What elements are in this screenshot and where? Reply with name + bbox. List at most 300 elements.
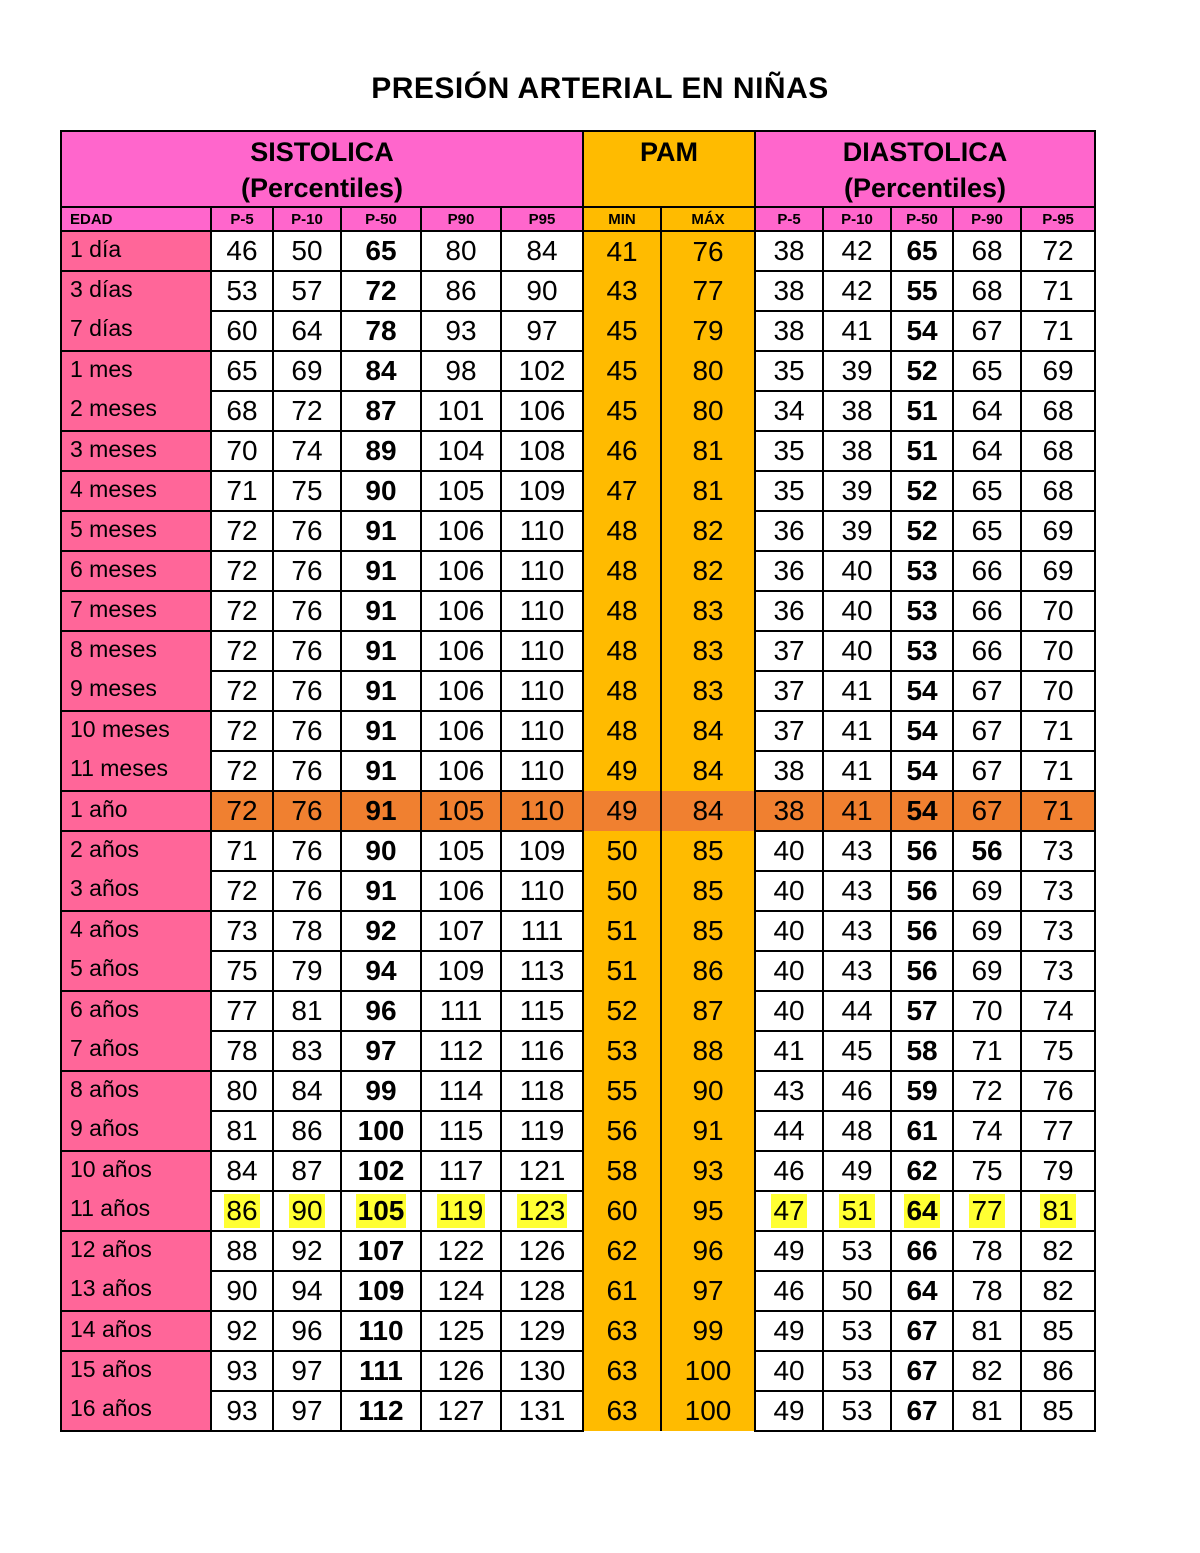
sys-value: 110 bbox=[519, 515, 565, 546]
sys-value: 87 bbox=[365, 395, 397, 426]
sys-value-cell bbox=[211, 1391, 273, 1431]
dia-value-cell bbox=[1021, 1351, 1095, 1391]
dia-value-cell bbox=[823, 311, 891, 351]
pam-value-cell bbox=[661, 711, 755, 751]
pam-value-cell bbox=[583, 1271, 661, 1311]
dia-value: 67 bbox=[971, 315, 1003, 346]
table-row bbox=[61, 551, 1095, 591]
dia-value: 49 bbox=[773, 1395, 805, 1426]
edad-cell: 3 años bbox=[61, 871, 211, 911]
dia-value-cell bbox=[823, 911, 891, 951]
sys-value-cell bbox=[273, 1151, 341, 1191]
dia-value: 38 bbox=[773, 795, 805, 826]
sys-value: 65 bbox=[365, 235, 397, 266]
dia-value-cell bbox=[1021, 791, 1095, 831]
dia-value: 68 bbox=[1042, 435, 1074, 466]
pam-value-cell bbox=[661, 1311, 755, 1351]
dia-value: 64 bbox=[906, 1275, 938, 1306]
dia-value: 67 bbox=[906, 1355, 938, 1386]
pam-value: 79 bbox=[692, 315, 724, 346]
dia-value-cell bbox=[1021, 431, 1095, 471]
sys-value: 105 bbox=[437, 475, 485, 506]
sys-value-cell bbox=[341, 511, 421, 551]
sys-value: 127 bbox=[437, 1395, 485, 1426]
sys-value-cell bbox=[421, 1231, 501, 1271]
sys-value-cell bbox=[273, 1391, 341, 1431]
sys-value-cell bbox=[341, 751, 421, 791]
sys-value-cell bbox=[421, 311, 501, 351]
sys-value: 126 bbox=[518, 1235, 566, 1266]
sys-value: 65 bbox=[226, 355, 258, 386]
dia-value-cell bbox=[953, 1151, 1021, 1191]
sys-value-cell bbox=[273, 591, 341, 631]
sys-value: 84 bbox=[291, 1075, 323, 1106]
sys-value-cell bbox=[341, 231, 421, 271]
dia-value: 54 bbox=[906, 675, 938, 706]
dia-value: 38 bbox=[841, 395, 873, 426]
sys-value-cell bbox=[421, 1391, 501, 1431]
dia-value: 43 bbox=[841, 955, 873, 986]
dia-value-cell bbox=[823, 831, 891, 871]
pam-value: 97 bbox=[692, 1275, 724, 1306]
sys-value-cell bbox=[211, 511, 273, 551]
dia-value-cell bbox=[755, 351, 823, 391]
sys-value-cell bbox=[421, 431, 501, 471]
dia-value: 86 bbox=[1042, 1355, 1074, 1386]
dia-value-cell bbox=[1021, 1311, 1095, 1351]
dia-value: 52 bbox=[906, 475, 938, 506]
dia-value-cell bbox=[823, 631, 891, 671]
sys-value: 76 bbox=[291, 715, 323, 746]
sys-value-cell bbox=[421, 471, 501, 511]
sys-value: 91 bbox=[365, 675, 397, 706]
dia-value-cell bbox=[755, 591, 823, 631]
dia-value-cell bbox=[1021, 1151, 1095, 1191]
sys-value-cell bbox=[273, 511, 341, 551]
dia-value: 53 bbox=[841, 1395, 873, 1426]
dia-value: 40 bbox=[773, 955, 805, 986]
dia-value-cell bbox=[823, 511, 891, 551]
sys-value: 72 bbox=[365, 275, 397, 306]
sys-value-cell bbox=[341, 351, 421, 391]
sys-value-cell bbox=[211, 671, 273, 711]
sys-value-cell bbox=[273, 551, 341, 591]
dia-value: 70 bbox=[1042, 635, 1074, 666]
dia-value: 56 bbox=[906, 835, 938, 866]
pam-value-cell bbox=[661, 911, 755, 951]
sys-value-cell bbox=[341, 1151, 421, 1191]
dia-value-cell bbox=[953, 871, 1021, 911]
dia-value-cell bbox=[891, 1191, 953, 1231]
dia-value-cell bbox=[823, 591, 891, 631]
dia-value: 52 bbox=[906, 355, 938, 386]
pam-value-cell bbox=[583, 911, 661, 951]
dia-value: 68 bbox=[971, 235, 1003, 266]
dia-value-cell bbox=[891, 1311, 953, 1351]
pam-value-cell bbox=[583, 951, 661, 991]
dia-value: 65 bbox=[906, 235, 938, 266]
sys-value-cell bbox=[211, 991, 273, 1031]
pam-value-cell bbox=[661, 1351, 755, 1391]
dia-value-cell bbox=[953, 271, 1021, 311]
dia-value-cell bbox=[1021, 631, 1095, 671]
sys-value: 72 bbox=[226, 755, 258, 786]
sys-value-cell bbox=[421, 631, 501, 671]
sys-value-cell bbox=[341, 1391, 421, 1431]
edad-cell: 10 años bbox=[61, 1151, 211, 1191]
edad-cell: 15 años bbox=[61, 1351, 211, 1391]
edad-cell: 4 meses bbox=[61, 471, 211, 511]
dia-value-cell bbox=[1021, 551, 1095, 591]
dia-value-cell bbox=[755, 1231, 823, 1271]
sys-value-cell bbox=[341, 1111, 421, 1151]
sys-value-cell bbox=[273, 391, 341, 431]
dia-value: 39 bbox=[841, 355, 873, 386]
sys-value: 115 bbox=[519, 995, 565, 1026]
sys-value: 112 bbox=[358, 1395, 404, 1426]
sys-value-cell bbox=[421, 791, 501, 831]
dia-value-cell bbox=[755, 1311, 823, 1351]
dia-value-cell bbox=[823, 711, 891, 751]
sys-value: 97 bbox=[365, 1035, 397, 1066]
sys-value: 73 bbox=[226, 915, 258, 946]
dia-value-cell bbox=[755, 1031, 823, 1071]
pam-value-cell bbox=[583, 831, 661, 871]
sys-value: 106 bbox=[437, 755, 485, 786]
sys-value: 115 bbox=[438, 1115, 484, 1146]
dia-value: 40 bbox=[841, 555, 873, 586]
pam-value-cell bbox=[583, 1231, 661, 1271]
pam-value: 53 bbox=[606, 1035, 638, 1066]
sys-value: 125 bbox=[437, 1315, 485, 1346]
table-row bbox=[61, 751, 1095, 791]
dia-value-cell bbox=[823, 1271, 891, 1311]
dia-value-cell bbox=[755, 671, 823, 711]
sys-value-cell bbox=[211, 1351, 273, 1391]
dia-value: 53 bbox=[841, 1355, 873, 1386]
sys-value-cell bbox=[341, 1351, 421, 1391]
dia-column-header: P-50 bbox=[891, 207, 953, 231]
dia-value: 45 bbox=[841, 1035, 873, 1066]
sys-value: 98 bbox=[445, 355, 477, 386]
sys-value: 114 bbox=[438, 1075, 484, 1106]
dia-value: 41 bbox=[841, 315, 873, 346]
dia-value: 39 bbox=[841, 515, 873, 546]
dia-value: 64 bbox=[906, 1195, 938, 1226]
dia-value-cell bbox=[953, 591, 1021, 631]
dia-value-cell bbox=[1021, 991, 1095, 1031]
dia-value: 81 bbox=[1042, 1195, 1074, 1226]
sys-value: 72 bbox=[226, 795, 258, 826]
sys-value-cell bbox=[501, 471, 583, 511]
edad-cell: 2 meses bbox=[61, 391, 211, 431]
pam-value: 46 bbox=[606, 435, 638, 466]
sys-value-cell bbox=[273, 991, 341, 1031]
dia-value: 47 bbox=[773, 1195, 805, 1226]
dia-value: 40 bbox=[773, 995, 805, 1026]
sys-value-cell bbox=[273, 231, 341, 271]
pam-value-cell bbox=[583, 1071, 661, 1111]
sys-value-cell bbox=[273, 1311, 341, 1351]
sys-value: 78 bbox=[365, 315, 397, 346]
sys-value-cell bbox=[211, 591, 273, 631]
table-row bbox=[61, 1231, 1095, 1271]
dia-value: 73 bbox=[1042, 835, 1074, 866]
pam-value: 63 bbox=[606, 1395, 638, 1426]
dia-value: 40 bbox=[773, 835, 805, 866]
dia-value-cell bbox=[755, 431, 823, 471]
dia-value: 68 bbox=[971, 275, 1003, 306]
sys-value: 107 bbox=[357, 1235, 405, 1266]
pam-value-cell bbox=[661, 511, 755, 551]
sys-value-cell bbox=[273, 791, 341, 831]
dia-value-cell bbox=[1021, 591, 1095, 631]
pam-value: 100 bbox=[684, 1355, 732, 1386]
dia-value: 40 bbox=[773, 1355, 805, 1386]
sys-value-cell bbox=[211, 751, 273, 791]
sys-value: 96 bbox=[291, 1315, 323, 1346]
dia-value-cell bbox=[823, 991, 891, 1031]
pam-value: 96 bbox=[692, 1235, 724, 1266]
sys-value: 72 bbox=[226, 675, 258, 706]
dia-value: 53 bbox=[841, 1315, 873, 1346]
dia-value: 77 bbox=[971, 1195, 1003, 1226]
pam-value-cell bbox=[661, 431, 755, 471]
dia-value-cell bbox=[953, 711, 1021, 751]
dia-value: 67 bbox=[971, 755, 1003, 786]
sys-value: 81 bbox=[291, 995, 323, 1026]
sys-value-cell bbox=[421, 231, 501, 271]
sys-value-cell bbox=[273, 1191, 341, 1231]
dia-value-cell bbox=[953, 471, 1021, 511]
dia-value: 38 bbox=[773, 315, 805, 346]
dia-value: 51 bbox=[841, 1195, 873, 1226]
dia-value: 43 bbox=[773, 1075, 805, 1106]
sys-value: 76 bbox=[291, 595, 323, 626]
sys-value: 131 bbox=[518, 1395, 566, 1426]
sys-value: 70 bbox=[226, 435, 258, 466]
dia-value: 71 bbox=[1042, 795, 1074, 826]
dia-value-cell bbox=[1021, 711, 1095, 751]
sys-value-cell bbox=[341, 911, 421, 951]
sistolica-header bbox=[61, 131, 583, 207]
sys-value: 112 bbox=[438, 1035, 484, 1066]
pam-value-cell bbox=[583, 271, 661, 311]
dia-value-cell bbox=[755, 791, 823, 831]
sys-value: 116 bbox=[519, 1035, 565, 1066]
table-row bbox=[61, 391, 1095, 431]
sys-value: 93 bbox=[226, 1395, 258, 1426]
pam-value: 82 bbox=[692, 515, 724, 546]
dia-value-cell bbox=[953, 391, 1021, 431]
sys-value-cell bbox=[273, 1071, 341, 1111]
dia-value: 41 bbox=[841, 675, 873, 706]
pam-value-cell bbox=[661, 671, 755, 711]
pam-value-cell bbox=[583, 631, 661, 671]
pam-value: 49 bbox=[606, 755, 638, 786]
pam-value-cell bbox=[583, 471, 661, 511]
dia-value-cell bbox=[755, 991, 823, 1031]
dia-value: 69 bbox=[1042, 515, 1074, 546]
sys-value: 110 bbox=[358, 1315, 404, 1346]
sys-value-cell bbox=[273, 1031, 341, 1071]
dia-value: 49 bbox=[841, 1155, 873, 1186]
sys-value-cell bbox=[341, 311, 421, 351]
sys-value: 64 bbox=[291, 315, 323, 346]
pam-value: 81 bbox=[692, 435, 724, 466]
dia-value: 36 bbox=[773, 595, 805, 626]
pam-value-cell bbox=[583, 591, 661, 631]
dia-value: 67 bbox=[971, 675, 1003, 706]
dia-value: 65 bbox=[971, 475, 1003, 506]
sys-value: 106 bbox=[437, 715, 485, 746]
sys-value: 90 bbox=[365, 475, 397, 506]
pam-value: 84 bbox=[692, 795, 724, 826]
dia-column-header: P-10 bbox=[823, 207, 891, 231]
sys-value: 77 bbox=[226, 995, 258, 1026]
pam-value: 50 bbox=[606, 835, 638, 866]
pam-value-cell bbox=[583, 1311, 661, 1351]
sys-column-header: P95 bbox=[501, 207, 583, 231]
dia-value: 71 bbox=[1042, 315, 1074, 346]
sys-value: 80 bbox=[226, 1075, 258, 1106]
dia-value: 49 bbox=[773, 1315, 805, 1346]
dia-value-cell bbox=[891, 791, 953, 831]
sys-value: 110 bbox=[519, 755, 565, 786]
dia-value: 81 bbox=[971, 1395, 1003, 1426]
pam-value-cell bbox=[583, 351, 661, 391]
dia-value-cell bbox=[823, 1031, 891, 1071]
dia-column-header: P-5 bbox=[755, 207, 823, 231]
dia-value-cell bbox=[953, 1311, 1021, 1351]
sys-value: 108 bbox=[518, 435, 566, 466]
dia-value: 56 bbox=[906, 955, 938, 986]
sistolica-subtitle: (Percentiles) bbox=[240, 173, 404, 203]
sys-value-cell bbox=[501, 1191, 583, 1231]
pam-value-cell bbox=[583, 991, 661, 1031]
dia-value-cell bbox=[1021, 1231, 1095, 1271]
pam-value: 85 bbox=[692, 875, 724, 906]
dia-value-cell bbox=[1021, 951, 1095, 991]
pam-value-cell bbox=[583, 431, 661, 471]
pam-value-cell bbox=[583, 791, 661, 831]
dia-value-cell bbox=[755, 231, 823, 271]
dia-value-cell bbox=[891, 991, 953, 1031]
dia-value-cell bbox=[1021, 1191, 1095, 1231]
sys-value-cell bbox=[341, 1231, 421, 1271]
sys-value-cell bbox=[211, 911, 273, 951]
pam-value-cell bbox=[661, 831, 755, 871]
pam-value-cell bbox=[583, 751, 661, 791]
sys-value-cell bbox=[341, 431, 421, 471]
sys-value-cell bbox=[501, 1071, 583, 1111]
table-row bbox=[61, 1311, 1095, 1351]
sys-value-cell bbox=[421, 551, 501, 591]
dia-value: 36 bbox=[773, 515, 805, 546]
dia-value: 75 bbox=[971, 1155, 1003, 1186]
dia-value-cell bbox=[953, 231, 1021, 271]
dia-value-cell bbox=[953, 1111, 1021, 1151]
sys-value-cell bbox=[341, 391, 421, 431]
sys-value-cell bbox=[421, 871, 501, 911]
table-row bbox=[61, 471, 1095, 511]
pam-value-cell bbox=[583, 1391, 661, 1431]
dia-value: 43 bbox=[841, 915, 873, 946]
sys-value: 90 bbox=[365, 835, 397, 866]
dia-value-cell bbox=[891, 951, 953, 991]
dia-value-cell bbox=[891, 471, 953, 511]
edad-cell: 9 años bbox=[61, 1111, 211, 1151]
sys-value-cell bbox=[421, 351, 501, 391]
pam-value: 76 bbox=[692, 235, 724, 267]
dia-value: 54 bbox=[906, 715, 938, 746]
dia-value: 65 bbox=[971, 355, 1003, 386]
sys-value: 76 bbox=[291, 795, 323, 826]
sys-value-cell bbox=[211, 391, 273, 431]
pam-value-cell bbox=[583, 391, 661, 431]
pam-value-cell bbox=[661, 231, 755, 271]
pam-value-cell bbox=[661, 871, 755, 911]
sys-value: 89 bbox=[365, 435, 397, 466]
dia-column-header: P-90 bbox=[953, 207, 1021, 231]
table-row bbox=[61, 1151, 1095, 1191]
dia-value-cell bbox=[953, 751, 1021, 791]
sys-value: 126 bbox=[437, 1355, 485, 1386]
dia-value-cell bbox=[953, 911, 1021, 951]
pam-value: 99 bbox=[692, 1315, 724, 1346]
dia-value-cell bbox=[823, 751, 891, 791]
table-row bbox=[61, 631, 1095, 671]
dia-value-cell bbox=[953, 1071, 1021, 1111]
sys-value: 72 bbox=[226, 595, 258, 626]
pam-value: 48 bbox=[606, 555, 638, 586]
sys-value: 76 bbox=[291, 835, 323, 866]
dia-value: 71 bbox=[1042, 275, 1074, 306]
sys-value-cell bbox=[211, 631, 273, 671]
pam-value-cell bbox=[583, 1111, 661, 1151]
sys-value-cell bbox=[421, 671, 501, 711]
dia-value: 69 bbox=[971, 875, 1003, 906]
sistolica-title: SISTOLICA bbox=[250, 137, 394, 167]
dia-value: 75 bbox=[1042, 1035, 1074, 1066]
sys-value: 91 bbox=[365, 875, 397, 906]
sys-value: 91 bbox=[365, 555, 397, 586]
sys-value: 91 bbox=[365, 635, 397, 666]
sys-value: 106 bbox=[437, 595, 485, 626]
pam-value: 48 bbox=[606, 635, 638, 666]
sys-value-cell bbox=[211, 471, 273, 511]
sys-value: 91 bbox=[365, 755, 397, 786]
pam-header bbox=[583, 131, 755, 207]
edad-cell: 12 años bbox=[61, 1231, 211, 1271]
dia-value-cell bbox=[755, 711, 823, 751]
sys-value: 91 bbox=[365, 595, 397, 626]
dia-value: 49 bbox=[773, 1235, 805, 1266]
table-row bbox=[61, 511, 1095, 551]
sys-value: 97 bbox=[291, 1355, 323, 1386]
sys-value: 84 bbox=[226, 1155, 258, 1186]
dia-value: 85 bbox=[1042, 1395, 1074, 1426]
table-row bbox=[61, 991, 1095, 1031]
sys-value: 110 bbox=[519, 675, 565, 706]
sys-value: 72 bbox=[226, 875, 258, 906]
sys-value: 105 bbox=[437, 835, 485, 866]
pam-value: 49 bbox=[606, 795, 638, 826]
sys-value-cell bbox=[341, 591, 421, 631]
dia-value-cell bbox=[891, 1111, 953, 1151]
dia-value: 37 bbox=[773, 675, 805, 706]
dia-value: 38 bbox=[773, 755, 805, 786]
